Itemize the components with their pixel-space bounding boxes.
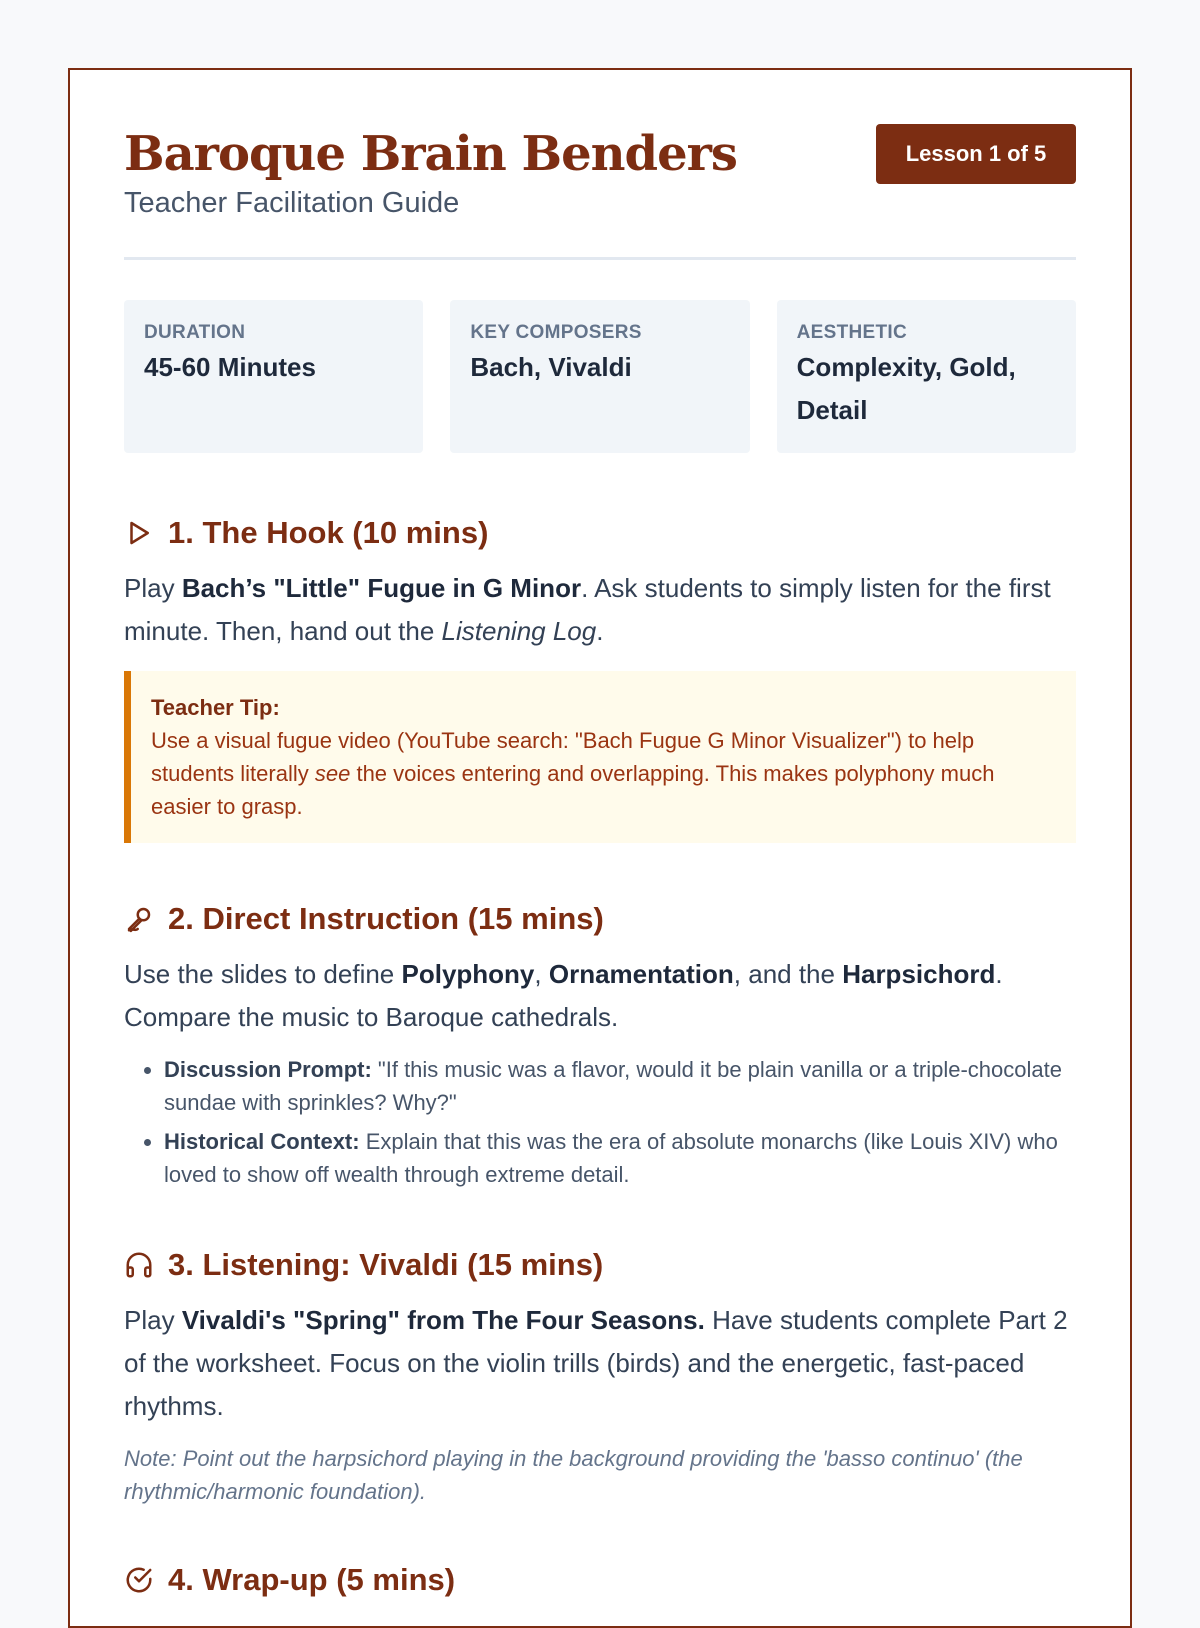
term-ornamentation: Ornamentation	[548, 959, 734, 989]
text-run: Play	[124, 573, 182, 603]
meta-value: 45-60 Minutes	[144, 352, 316, 382]
text-run: , and the	[733, 959, 843, 989]
section-wrapup	[124, 1558, 1076, 1602]
meta-row	[124, 300, 1076, 453]
page-subtitle: Teacher Facilitation Guide	[124, 186, 460, 219]
bullet-text: Explain that this was the era of absolute monarchs (like Louis XIV) who loved to show off wealth through extreme detail.	[164, 1129, 1058, 1187]
tip-text	[151, 724, 1050, 823]
text-run: . Ask students to simply listen for the first minute. Then, hand out the	[124, 573, 1051, 646]
section-heading-text: 3. Listening: Vivaldi (15 mins)	[168, 1247, 604, 1282]
header	[124, 70, 1076, 260]
text-run: Use the slides to define	[124, 959, 402, 989]
check-circle-icon	[124, 1565, 154, 1595]
text-run: ,	[534, 959, 549, 989]
section-heading	[124, 511, 1076, 555]
text-run: Play	[124, 1305, 182, 1335]
bold-run: Bach’s "Little" Fugue in G Minor	[181, 573, 582, 603]
meta-label: AESTHETIC	[796, 322, 908, 343]
text-run: Have students complete Part 2 of the worksheet. Focus on the violin trills (birds) and the energetic, fast-paced rhythms.	[124, 1305, 1068, 1421]
bullet-list	[124, 1053, 1076, 1191]
bold-run: Vivaldi's "Spring" from The Four Seasons.	[181, 1305, 705, 1335]
bullet-label: Discussion Prompt:	[164, 1057, 372, 1082]
section-heading-text: 4. Wrap-up (5 mins)	[168, 1562, 456, 1597]
meta-value: Bach, Vivaldi	[470, 352, 632, 382]
section-heading-text: 2. Direct Instruction (15 mins)	[168, 901, 604, 936]
term-harpsichord: Harpsichord	[842, 959, 996, 989]
italic-run: Listening Log	[441, 616, 597, 646]
section-heading-text: 1. The Hook (10 mins)	[168, 515, 489, 550]
section-instruction	[124, 897, 1076, 1191]
lesson-card	[68, 68, 1132, 1628]
teacher-tip	[124, 671, 1076, 843]
section-heading	[124, 897, 1076, 941]
lesson-badge: Lesson 1 of 5	[876, 124, 1076, 184]
section-hook	[124, 511, 1076, 843]
section-paragraph	[124, 1299, 1076, 1428]
italic-run: see	[314, 761, 351, 786]
text-run: .	[596, 616, 604, 646]
meta-label: DURATION	[144, 322, 246, 343]
section-heading	[124, 1558, 1076, 1602]
page-title: Baroque Brain Benders	[124, 126, 737, 182]
text-run: the voices entering and overlapping. This makes polyphony much easier to grasp.	[151, 761, 995, 819]
text-run: Use a visual fugue video (YouTube search: "Bach Fugue G Minor Visualizer") to help students literally	[151, 728, 975, 786]
meta-value: Complexity, Gold, Detail	[796, 352, 1016, 425]
text-run: . Compare the music to Baroque cathedrals.	[124, 959, 1003, 1032]
bullet-text: "If this music was a flavor, would it be plain vanilla or a triple-chocolate sundae with sprinkles? Why?"	[164, 1057, 1062, 1115]
headphones-icon	[124, 1250, 154, 1280]
term-polyphony: Polyphony	[401, 959, 535, 989]
microphone-icon	[124, 904, 154, 934]
section-heading	[124, 1243, 1076, 1287]
section-paragraph	[124, 567, 1076, 653]
meta-composers	[450, 300, 749, 453]
meta-label: KEY COMPOSERS	[470, 322, 642, 343]
section-note: Note: Point out the harpsichord playing in the background providing the 'basso continuo' (the rhythmic/harmonic foundation).	[124, 1446, 1023, 1504]
section-listening	[124, 1243, 1076, 1508]
play-icon	[124, 518, 154, 548]
meta-aesthetic	[777, 300, 1076, 453]
list-item	[164, 1053, 1076, 1119]
list-item	[164, 1125, 1076, 1191]
section-paragraph	[124, 953, 1076, 1039]
bullet-label: Historical Context:	[164, 1129, 360, 1154]
tip-title: Teacher Tip:	[151, 695, 280, 720]
meta-duration	[124, 300, 423, 453]
